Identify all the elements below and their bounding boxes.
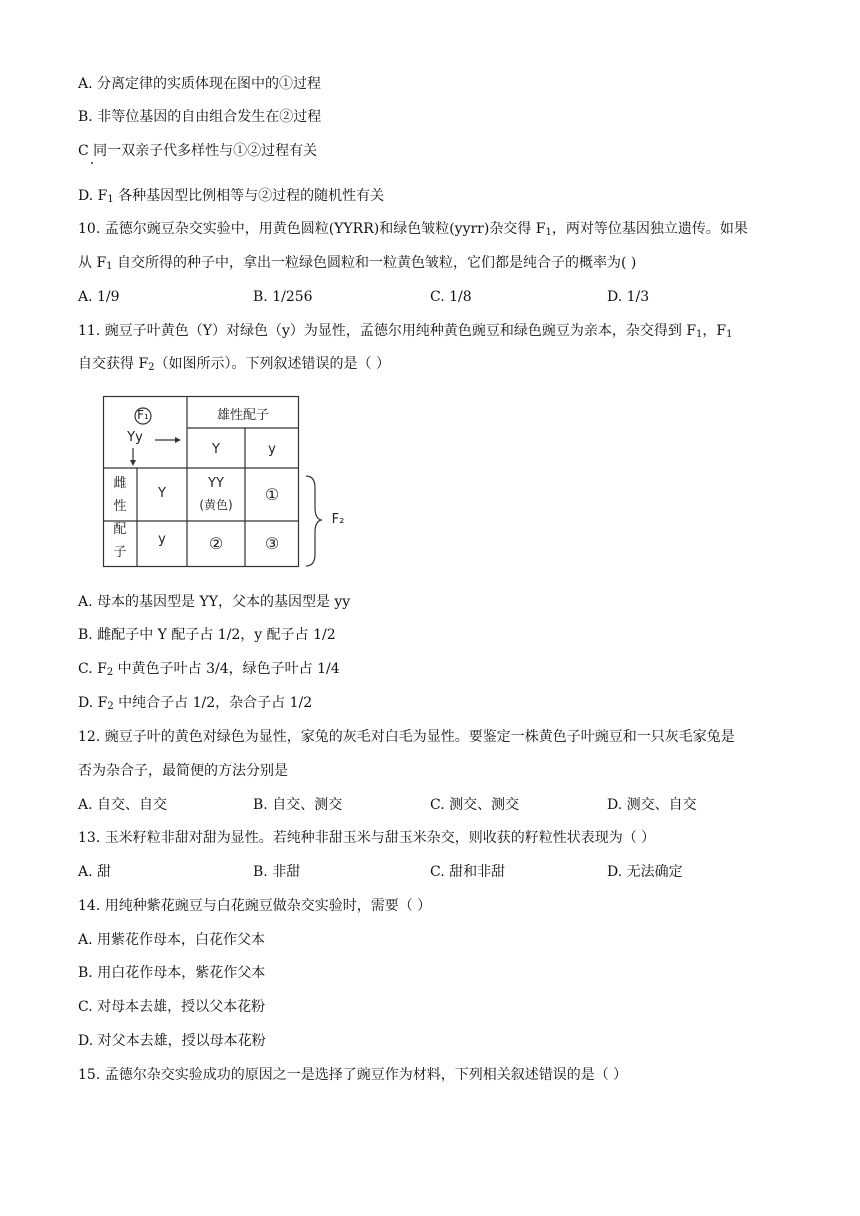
cell-circled-3: ③ (264, 534, 280, 553)
q10-l1-b: ，两对等位基因独立遗传。如果 (551, 221, 748, 237)
q12-stem-line2: 否为杂合子，最简便的方法分别是 (78, 763, 288, 779)
q13-option-b: B. 非甜 (253, 864, 301, 880)
q11-c-sub: 2 (106, 667, 114, 678)
q11-l1-b: ，F (702, 323, 727, 339)
q10-option-a: A. 1/9 (78, 289, 120, 305)
q10-l2-b: 自交所得的种子中，拿出一粒绿色圆粒和一粒黄色皱粒，它们都是纯合子的概率为( ) (112, 255, 637, 271)
q9-option-d (78, 186, 384, 206)
male-gamete-y: y (268, 442, 276, 457)
q11-l1-a: 11. 豌豆子叶黄色（Y）对绿色（y）为显性，孟德尔用纯种黄色豌豆和绿色豌豆为亲本，杂交得到 F (78, 323, 697, 339)
q9-option-a: A. 分离定律的实质体现在图中的①过程 (78, 76, 322, 92)
q11-l1-sub1: 1 (696, 329, 703, 340)
q13-stem: 13. 玉米籽粒非甜对甜为显性。若纯种非甜玉米与甜玉米杂交，则收获的籽粒性状表现为（ ） (78, 830, 656, 846)
female-header-char3: 配 (113, 522, 127, 537)
q14-stem: 14. 用纯种紫花豌豆与白花豌豆做杂交实验时，需要（ ） (78, 898, 432, 914)
q10-l2-a: 从 F (78, 255, 107, 271)
f2-label: F₂ (331, 512, 345, 527)
f1-genotype: Yy (127, 430, 143, 445)
cell-circled-1: ① (264, 485, 280, 504)
q9-d-sub: 1 (107, 194, 114, 205)
q10-option-d: D. 1/3 (607, 289, 650, 305)
q11-l2-sub: 2 (148, 362, 155, 373)
female-gamete-y: y (158, 532, 166, 547)
q12-option-c: C. 测交、测交 (430, 797, 520, 813)
q9-option-c: C 同一双亲子代多样性与①②过程有关 (78, 143, 318, 159)
q14-option-c: C. 对母本去雄，授以父本花粉 (78, 999, 266, 1015)
q10-stem-line2 (78, 253, 636, 273)
q13-option-c: C. 甜和非甜 (430, 864, 506, 880)
q11-l2-b: （如图所示）。下列叙述错误的是（ ） (154, 356, 390, 372)
q10-option-c: C. 1/8 (430, 289, 472, 305)
q9-d-post: 各种基因型比例相等与②过程的随机性有关 (113, 188, 385, 204)
q11-d-sub: 2 (107, 701, 114, 712)
q14-option-b: B. 用白花作母本，紫花作父本 (78, 965, 266, 981)
q9-d-pre: D. F (78, 188, 108, 204)
male-gametes-header: 雄性配子 (216, 408, 269, 423)
q11-l1-sub2: 1 (726, 329, 733, 340)
q15-stem: 15. 孟德尔杂交实验成功的原因之一是选择了豌豆作为材料，下列相关叙述错误的是（ ） (78, 1067, 628, 1083)
cell-circled-2: ② (208, 534, 224, 553)
punnett-square-figure (103, 396, 345, 566)
q11-option-d (78, 693, 312, 713)
q10-l1-a: 10. 孟德尔豌豆杂交实验中，用黄色圆粒(YYRR)和绿色皱粒(yyrr)杂交得 F (78, 221, 546, 237)
q14-option-a: A. 用紫花作母本，白花作父本 (78, 932, 266, 948)
q11-option-b: B. 雌配子中 Y 配子占 1/2，y 配子占 1/2 (78, 627, 336, 643)
q12-option-a: A. 自交、自交 (78, 797, 168, 813)
female-header-char1: 雌 (113, 476, 127, 491)
q11-stem-line2 (78, 354, 390, 374)
q10-option-b: B. 1/256 (253, 289, 313, 305)
q9-option-b: B. 非等位基因的自由组合发生在②过程 (78, 109, 322, 125)
q11-stem-line1 (78, 321, 733, 341)
q12-option-d: D. 测交、自交 (607, 797, 697, 813)
q11-d-post: 中纯合子占 1/2，杂合子占 1/2 (113, 695, 313, 711)
q11-c-post: 中黄色子叶占 3/4，绿色子叶占 1/4 (113, 661, 340, 677)
q11-d-pre: D. F (78, 695, 108, 711)
stray-dot (91, 162, 93, 164)
q11-c-pre: C. F (78, 661, 107, 677)
q13-option-a: A. 甜 (78, 864, 112, 880)
male-gamete-Y: Y (212, 442, 220, 457)
q12-stem-line1: 12. 豌豆子叶的黄色对绿色为显性，家兔的灰毛对白毛为显性。要鉴定一株黄色子叶豌豆和一只灰毛家兔是 (78, 729, 735, 745)
q11-option-c (78, 659, 340, 679)
q10-l2-sub: 1 (106, 261, 113, 272)
female-header-char2: 性 (113, 499, 127, 514)
cell-YY: YY (208, 476, 224, 491)
q12-option-b: B. 自交、测交 (253, 797, 343, 813)
q13-option-d: D. 无法确定 (607, 864, 683, 880)
f1-label: F₁ (137, 408, 149, 422)
cell-YY-note: (黄色) (199, 498, 233, 512)
female-gamete-Y: Y (158, 486, 166, 501)
q11-option-a: A. 母本的基因型是 YY，父本的基因型是 yy (78, 594, 351, 610)
female-header-char4: 子 (113, 545, 127, 560)
q14-option-d: D. 对父本去雄，授以母本花粉 (78, 1033, 266, 1049)
q10-l1-sub: 1 (545, 227, 552, 238)
q10-stem-line1 (78, 219, 748, 239)
q11-l2-a: 自交获得 F (78, 356, 149, 372)
